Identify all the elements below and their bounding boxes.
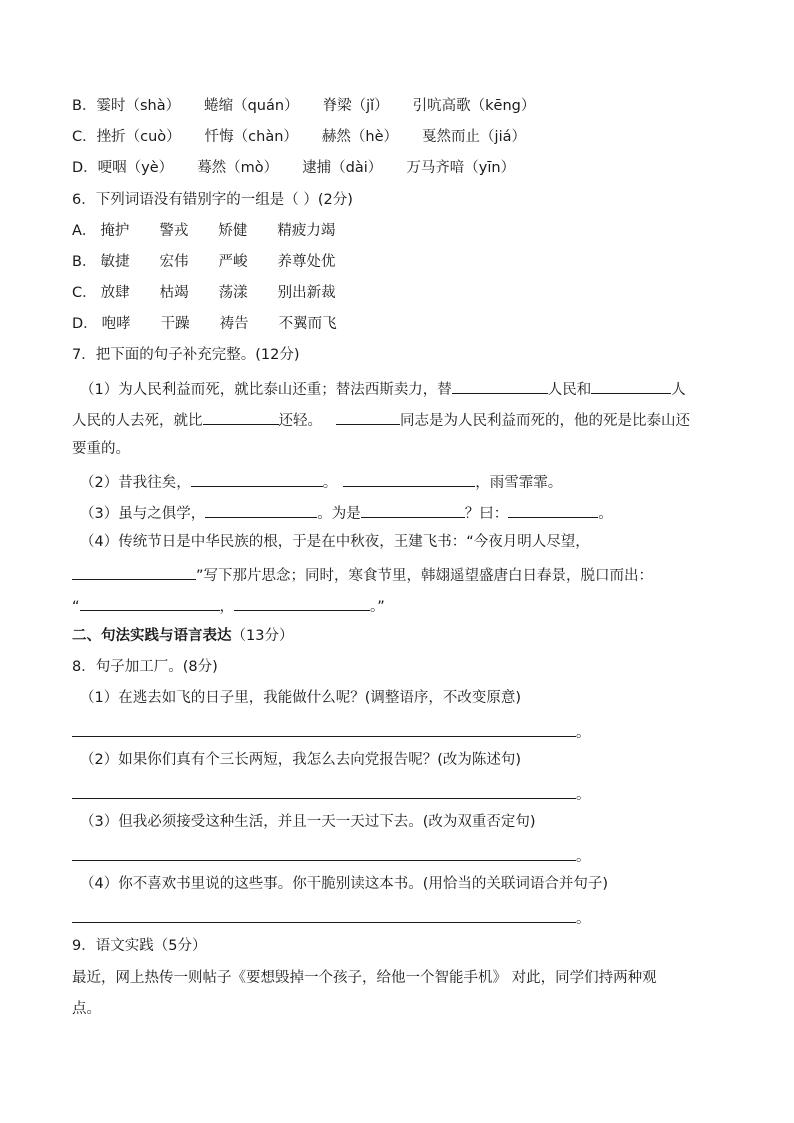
option-word: 枯竭 [159,285,189,301]
option-word: 干躁 [160,316,190,332]
option-word: 霎时（shà） [96,98,181,114]
section-score: （13分） [231,628,294,644]
option-word: 别出新裁 [277,285,336,301]
option-label: B． [72,98,97,114]
q7-part4-line2 [72,563,653,583]
question-text: 还轻。 [278,413,322,429]
answer-blank[interactable] [343,470,475,487]
option-word: 蜷缩（quán） [204,98,299,114]
answer-blank[interactable] [336,408,400,425]
end-mark: 。 [576,725,591,741]
question-text: （1）为人民利益而死，就比泰山还重；替法西斯卖力，替 [80,382,452,398]
q8-item-1: （1）在逃去如飞的日子里，我能做什么呢？(调整语序，不改变原意) [80,690,522,706]
option-word: 脊梁（jǐ） [322,98,389,114]
option-word: 矫健 [218,223,248,239]
end-mark: 。 [576,787,591,803]
option-word: 逮捕（dài） [302,160,383,176]
question-text: “ [72,599,80,615]
q9-text-line2: 点。 [72,1001,101,1017]
q6-question: 6．下列词语没有错别字的一组是（ ）(2分) [72,192,353,208]
option-word: 忏悔（chàn） [204,129,298,145]
q8-item-2: （2）如果你们真有个三长两短，我怎么去向党报告呢？(改为陈述句) [80,752,522,768]
option-word: 掩护 [100,223,130,239]
question-text: （2）昔我往矣， [80,475,191,491]
q6-option-b [72,252,335,272]
option-word: 蓦然（mò） [197,160,279,176]
section-title: 二、句法实践与语言表达 [72,628,232,644]
question-text: 人 [671,382,686,398]
end-mark: 。 [576,911,591,927]
answer-blank[interactable] [191,470,323,487]
q7-part1-line2 [72,408,690,428]
answer-line[interactable] [72,844,576,861]
answer-blank[interactable] [205,501,317,518]
answer-blank[interactable] [203,408,279,425]
answer-line[interactable] [72,782,576,799]
q8-answer-2 [72,782,591,802]
q8-answer-1 [72,720,591,740]
q5-option-d [72,158,515,178]
option-word: 挫折（cuò） [96,129,181,145]
question-text: 。” [370,599,385,615]
question-text: ，雨雪霏霏。 [475,475,563,491]
option-word: 严峻 [218,254,248,270]
q6-option-c [72,283,336,303]
q5-option-b [72,96,535,116]
section-heading [72,626,293,646]
option-label: C． [72,285,97,301]
answer-blank[interactable] [591,377,671,394]
q6-option-a [72,221,335,241]
q7-part2 [80,470,562,490]
question-text: 人民和 [547,382,592,398]
q7-part4-line1: （4）传统节日是中华民族的根，于是在中秋夜，王建飞书：“今夜月明人尽望， [80,534,590,550]
question-text: （3）虽与之俱学， [80,506,206,522]
option-word: 引吭高歌（kēng） [412,98,536,114]
question-text: ”写下那片思念；同时，寒食节里，韩翃遥望盛唐白日春景，脱口而出： [196,568,654,584]
answer-line[interactable] [72,906,576,923]
option-label: D． [72,160,98,176]
q8-answer-3 [72,844,591,864]
option-word: 戛然而止（jiá） [422,129,526,145]
option-word: 哽咽（yè） [97,160,174,176]
option-word: 咆哮 [101,316,131,332]
option-word: 赫然（hè） [321,129,399,145]
q8-question: 8．句子加工厂。(8分) [72,659,218,675]
option-word: 放肆 [100,285,130,301]
q7-part4-line3 [72,594,385,614]
q6-option-d [72,314,337,334]
question-text: 。为是 [317,506,361,522]
question-text: ， [219,599,235,615]
option-label: B． [72,254,97,270]
q7-part3 [80,501,613,521]
option-label: A． [72,223,97,239]
q9-text-line1: 最近，网上热传一则帖子《要想毁掉一个孩子，给他一个智能手机》 对此，同学们持两种观 [72,970,657,986]
question-text: 。 [598,506,613,522]
option-word: 精疲力竭 [277,223,336,239]
q7-question: 7．把下面的句子补充完整。(12分) [72,347,300,363]
option-word: 养尊处优 [277,254,336,270]
answer-blank[interactable] [80,594,220,611]
answer-blank[interactable] [508,501,598,518]
answer-blank[interactable] [234,594,370,611]
option-word: 警戎 [159,223,189,239]
question-text: 。 [322,475,338,491]
q5-option-c [72,127,526,147]
answer-blank[interactable] [72,563,196,580]
option-label: D． [72,316,98,332]
option-word: 宏伟 [159,254,189,270]
answer-line[interactable] [72,720,576,737]
option-word: 不翼而飞 [278,316,337,332]
question-text: 同志是为人民利益而死的，他的死是比泰山还 [400,413,690,429]
q8-item-3: （3）但我必须接受这种生活，并且一天一天过下去。(改为双重否定句) [80,814,536,830]
question-text: ？曰： [464,506,509,522]
option-word: 万马齐喑（yīn） [406,160,516,176]
answer-blank[interactable] [452,377,548,394]
end-mark: 。 [576,849,591,865]
question-text: 人民的人去死，就比 [72,413,203,429]
option-word: 祷告 [219,316,249,332]
q7-part1-line1 [80,377,686,397]
option-label: C． [72,129,97,145]
q9-question: 9．语文实践（5分） [72,938,207,954]
q8-item-4: （4）你不喜欢书里说的这些事。你干脆别读这本书。(用恰当的关联词语合并句子) [80,876,609,892]
q7-part1-line3: 要重的。 [72,441,130,457]
option-word: 敏捷 [100,254,130,270]
q8-answer-4 [72,906,591,926]
option-word: 荡漾 [218,285,248,301]
answer-blank[interactable] [361,501,465,518]
